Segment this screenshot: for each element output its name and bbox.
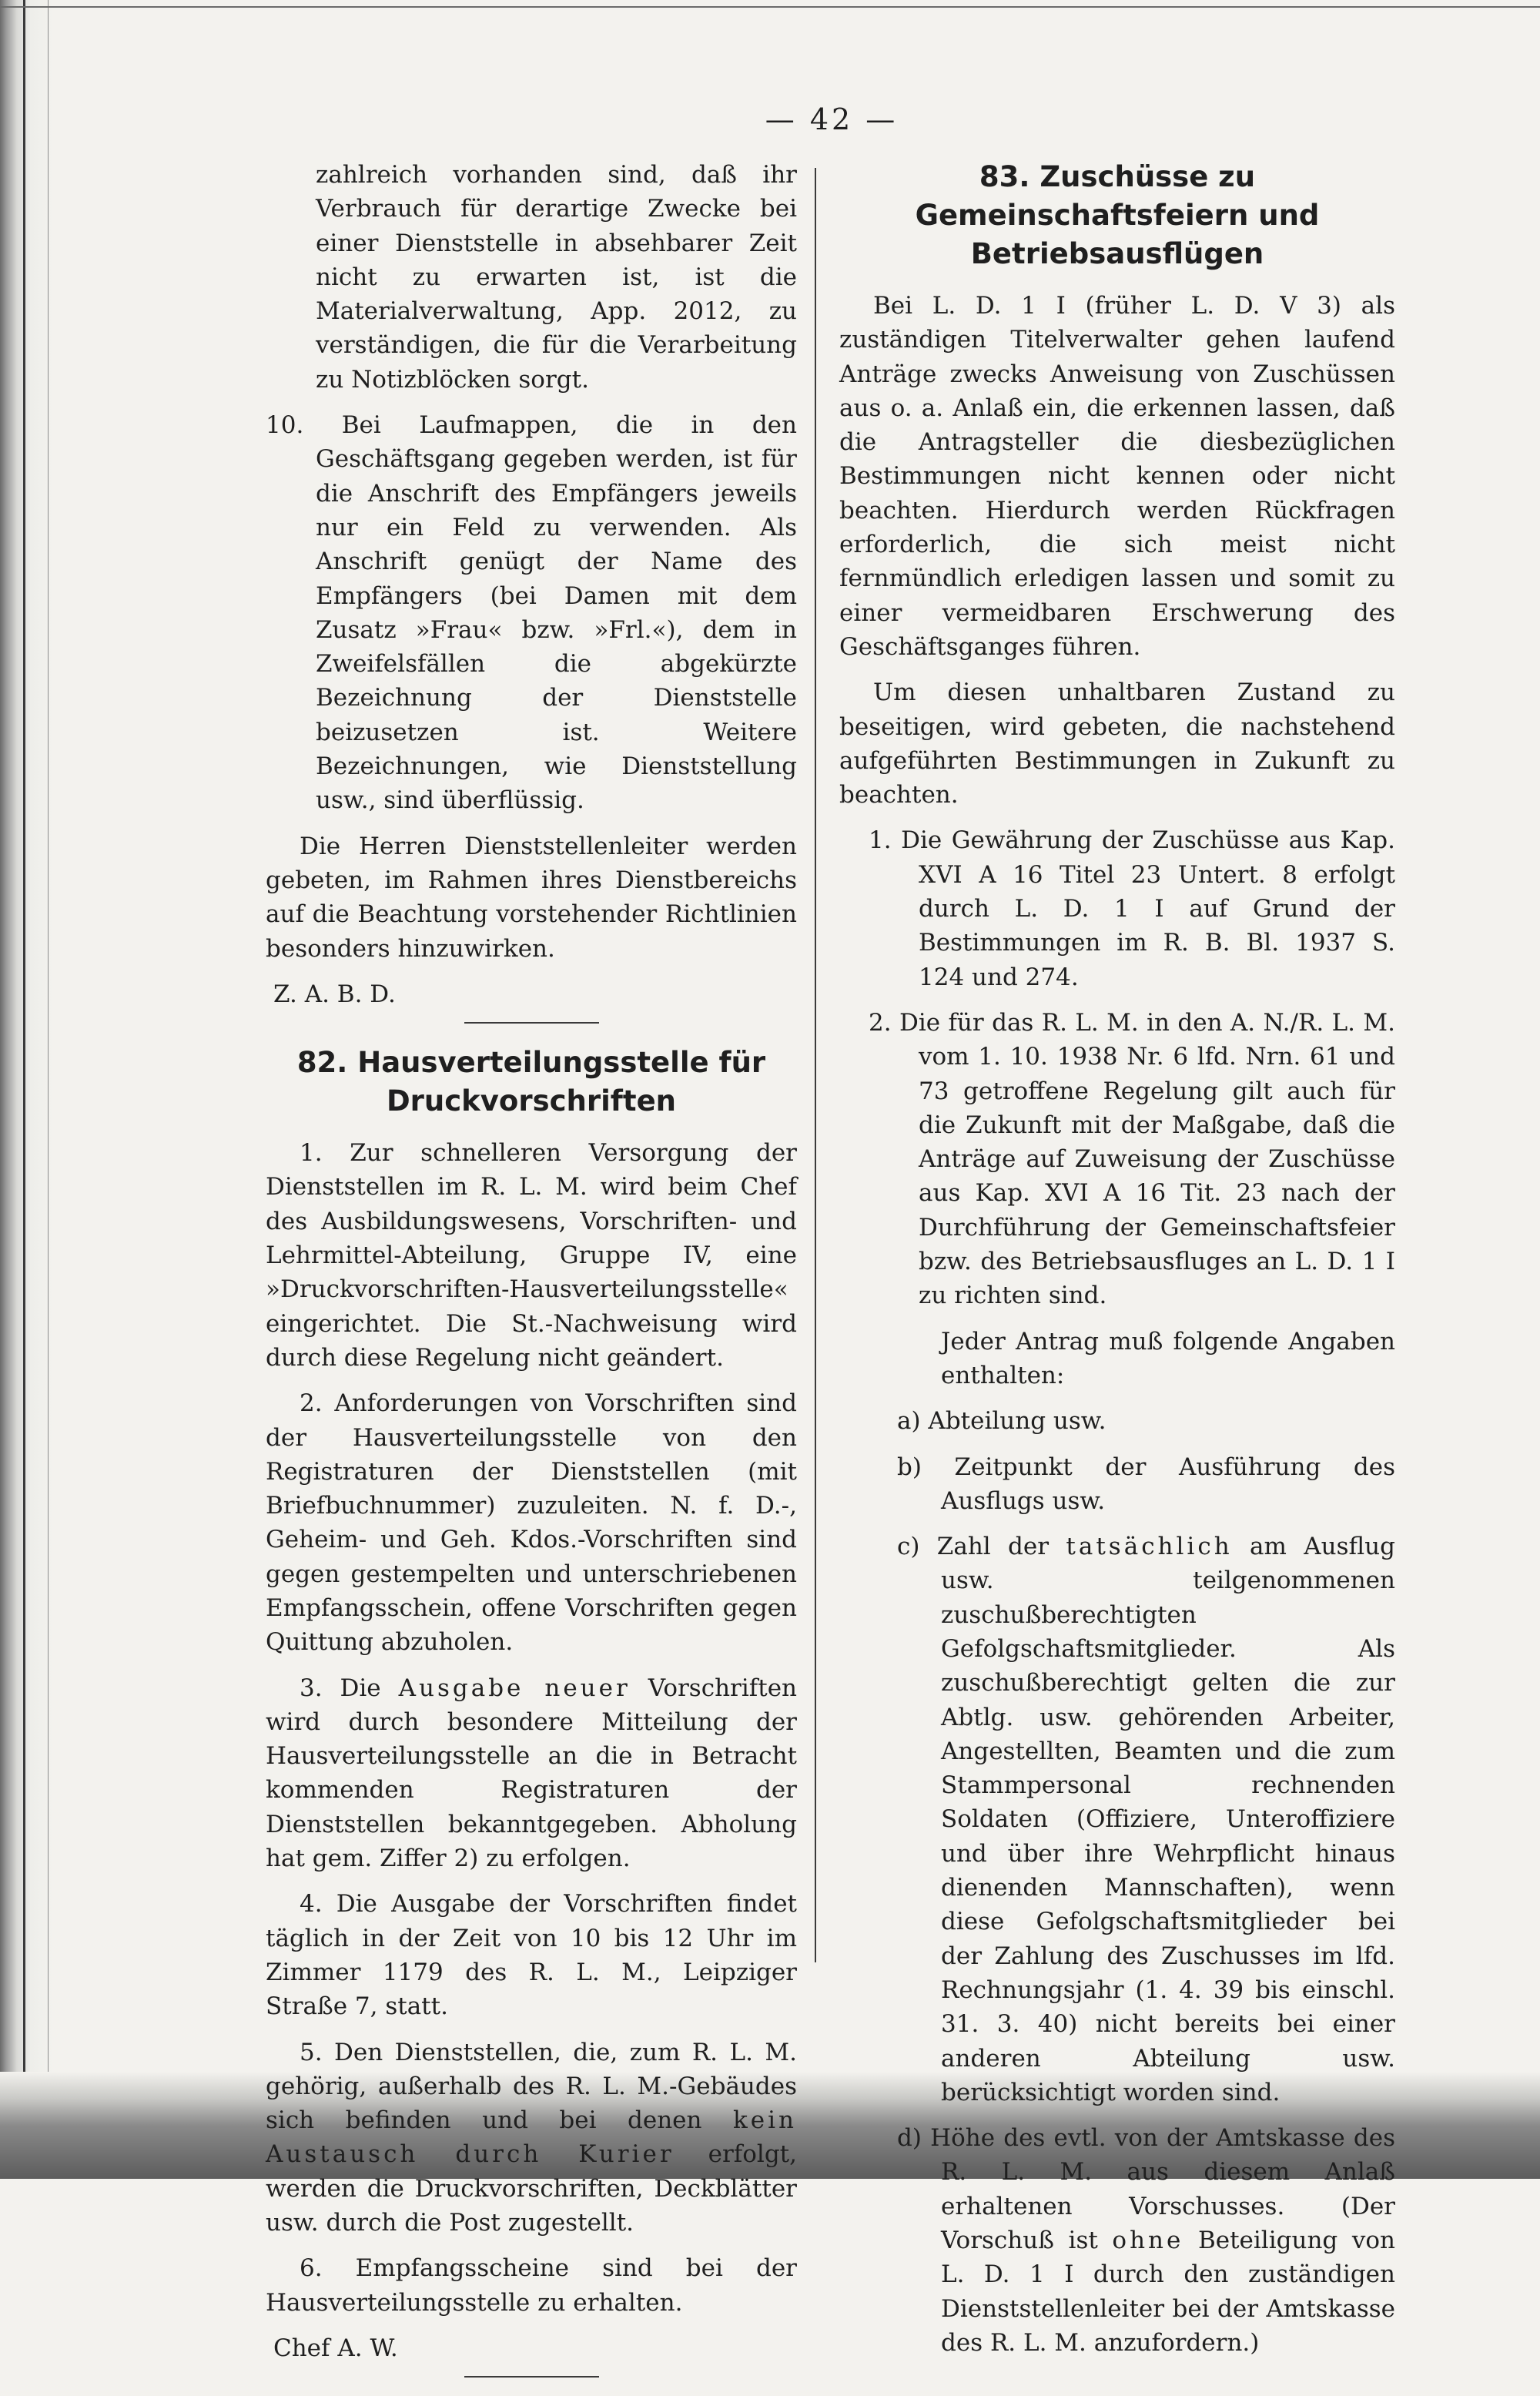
right-column [839,158,1395,2371]
sub-item-c [839,1530,1395,2109]
item-1: 1. Die Gewährung der Zuschüsse aus Kap. XVI A 16 Titel 23 Untert. 8 erfolgt durch L. D. 1 I auf Grund der Bestimmungen im R. B. Bl. 1937 S. 124 und 274. [869,826,1395,991]
continued-paragraph: zahlreich vorhanden sind, daß ihr Verbrauch für derartige Zwecke bei einer Dienststelle in absehbarer Zeit nicht zu erwarten ist, ist die Materialverwaltung, App. 2012, zu verständigen, die für die Verarbeitung zu Notizblöcken sorgt. [316,161,797,394]
sub-item-a: a) Abteilung usw. [897,1407,1106,1436]
p3-text-post: Vorschriften wird durch besondere Mitteilung der Hausverteilungsstelle an die in Betracht kommenden Registraturen der Dienststellen bekanntgegeben. Abholung hat gem. Ziffer 2) zu erfolgen. [266,1674,798,1873]
signature-zabd: Z. A. B. D. [273,980,396,1008]
paragraph-jeder: Jeder Antrag muß folgende Angaben enthalten: [941,1327,1395,1389]
paragraph-bei: Bei L. D. 1 I (früher L. D. V 3) als zuständigen Titelverwalter gehen laufend Anträge zwecks Anweisung von Zuschüssen aus o. a. Anlaß ein, die erkennen lassen, daß die Antragsteller die diesbezüglichen Bestimmungen nicht kennen oder nicht beachten. Hierdurch werden Rückfragen erforderlich, die sich meist nicht fernmündlich erledigen lassen und somit zu einer vermeidbaren Erschwerung des Geschäftsganges führen. [839,292,1395,661]
paragraph-82-6: 6. Empfangsscheine sind bei der Hausverteilungsstelle zu erhalten. [266,2254,797,2317]
paragraph-82-5 [266,2036,797,2240]
p5-text-pre: 5. Den Dienststellen, die, zum R. L. M. gehörig, außerhalb des R. L. M.-Gebäudes sich befinden und bei denen [266,2038,797,2135]
page-number: — 42 — [765,102,899,136]
p5-spaced-text: kein Austausch durch Kurier [266,2106,797,2169]
paragraph-herren: Die Herren Dienststellenleiter werden gebeten, im Rahmen ihres Dienstbereichs auf die Beachtung vorstehender Richtlinien besonders hinzuwirken. [266,832,797,963]
d-spaced-text: ohne [1112,2227,1184,2255]
heading-82: 82. Hausverteilungsstelle für Druckvorschriften [296,1046,766,1118]
heading-83: 83. Zuschüsse zu Gemeinschaftsfeiern und Betriebsausflügen [915,160,1320,270]
item-2: 2. Die für das R. L. M. in den A. N./R. L. M. vom 1. 10. 1938 Nr. 6 lfd. Nrn. 61 und 73 getroffene Regelung gilt auch für die Zukunft mit der Maßgabe, daß die Anträge auf Zuweisung der Zuschüsse aus Kap. XVI A 16 Tit. 23 nach der Durchführung der Gemeinschaftsfeier bzw. des Betriebsausfluges an L. D. 1 I zu richten sind. [869,1008,1395,1310]
paragraph-82-3 [266,1671,797,1876]
sub-item-d [839,2121,1395,2360]
c-text-post: am Ausflug usw. teilgenommenen zuschußberechtigten Gefolgschaftsmitglieder. Als zuschußberechtigt gelten die zur Abtlg. usw. gehörenden Arbeiter, Angestellten, Beamten und die zum Stammpersonal rechnenden Soldaten (Offiziere, Unteroffiziere und über ihre Wehrpflicht hinaus dienenden Mannschaften), wenn diese Gefolgschaftsmitglieder bei der Zahlung des Zuschusses im lfd. Rechnungsjahr (1. 4. 39 bis einschl. 31. 3. 40) nicht bereits bei einer anderen Abteilung usw. berücksichtigt worden sind. [941,1533,1395,2106]
scan-edge-left [0,0,54,2179]
signature-chef-aw: Chef A. W. [273,2334,398,2362]
paragraph-um: Um diesen unhaltbaren Zustand zu beseitigen, wird gebeten, die nachstehend aufgeführten Bestimmungen in Zukunft zu beachten. [839,679,1395,809]
left-column [266,158,797,2396]
p5-text-post: erfolgt, werden die Druckvorschriften, Deckblätter usw. durch die Post zugestellt. [266,2140,797,2237]
p3-spaced-text: Ausgabe neuer [398,1674,631,1702]
sub-item-b: b) Zeitpunkt der Ausführung des Ausflugs usw. [897,1453,1395,1515]
c-text-pre: c) Zahl der [897,1533,1066,1561]
column-divider [815,168,816,1962]
paragraph-82-1: 1. Zur schnelleren Versorgung der Dienststellen im R. L. M. wird beim Chef des Ausbildungswesens, Vorschriften- und Lehrmittel-Abteilung, Gruppe IV, eine »Druckvorschriften-Hausverteilungsstelle« eingerichtet. Die St.-Nachweisung wird durch diese Regelung nicht geändert. [266,1139,797,1372]
d-text-pre: d) Höhe des evtl. von der Amtskasse des R. L. M. aus diesem Anlaß erhaltenen Vorschusses. (Der Vorschuß ist [897,2124,1395,2255]
scan-binding-line [23,0,25,2179]
d-text-post: Beteiligung von L. D. 1 I durch den zuständigen Dienststellenleiter bei der Amtskasse des R. L. M. anzufordern.) [941,2227,1395,2357]
item-10: 10. Bei Laufmappen, die in den Geschäftsgang gegeben werden, ist für die Anschrift des Empfängers jeweils nur ein Feld zu verwenden. Als Anschrift genügt der Name des Empfängers (bei Damen mit dem Zusatz »Frau« bzw. »Frl.«), dem in Zweifelsfällen die abgekürzte Bezeichnung der Dienststelle beizusetzen ist. Weitere Bezeichnungen, wie Dienststellung usw., sind überflüssig. [266,411,797,815]
section-end-rule [464,2376,599,2378]
paragraph-82-2: 2. Anforderungen von Vorschriften sind der Hausverteilungsstelle von den Registraturen der Dienststellen (mit Briefbuchnummer) zuzuleiten. N. f. D.-, Geheim- und Geh. Kdos.-Vorschriften sind gegen gestempelten und unterschriebenen Empfangsschein, offene Vorschriften gegen Quittung abzuholen. [266,1389,797,1657]
p3-text-pre: 3. Die [300,1674,399,1702]
section-rule [464,1022,599,1024]
scan-top-line [0,6,1540,8]
scan-margin-line [48,0,49,2179]
paragraph-82-4: 4. Die Ausgabe der Vorschriften findet täglich in der Zeit von 10 bis 12 Uhr im Zimmer 1179 des R. L. M., Leipziger Straße 7, statt. [266,1890,797,2021]
c-spaced-text: tatsächlich [1066,1533,1233,1561]
